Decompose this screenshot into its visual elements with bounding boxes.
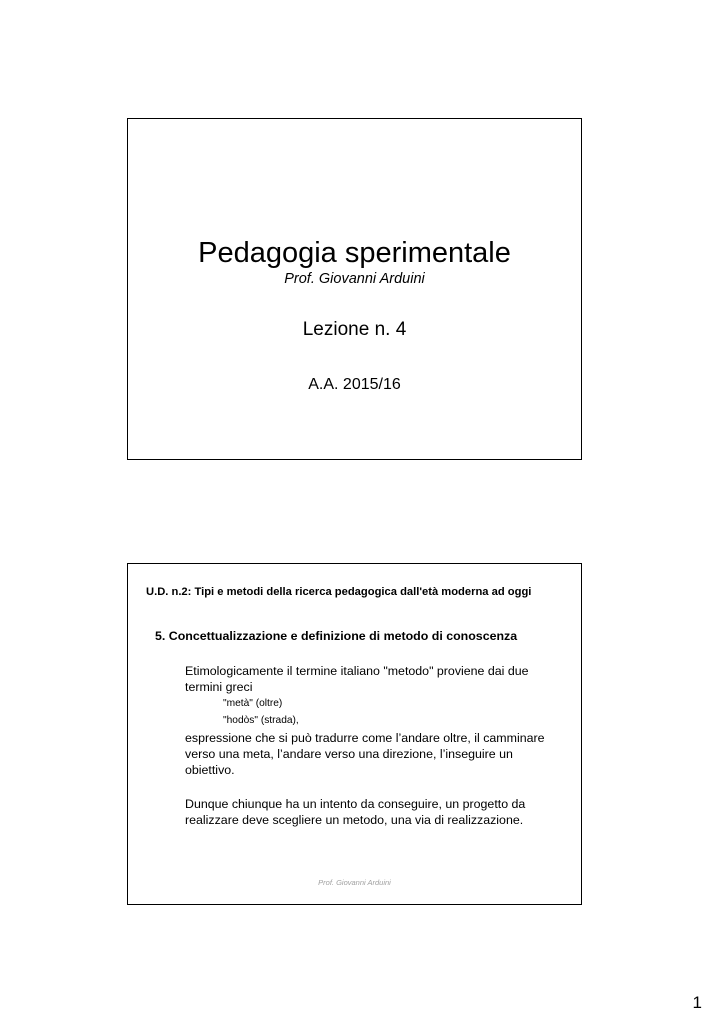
greek-term-hodos: "hodòs" (strada), bbox=[223, 715, 299, 726]
greek-term-meta: "metà" (oltre) bbox=[223, 698, 283, 709]
academic-year: A.A. 2015/16 bbox=[308, 376, 401, 393]
paragraph-meaning: espressione che si può tradurre come l’andare oltre, il camminare verso una meta, l’andare verso una direzione, l’inseguire un obiettivo. bbox=[185, 731, 545, 777]
slide-footer: Prof. Giovanni Arduini bbox=[318, 878, 391, 887]
slide-content bbox=[127, 563, 582, 905]
unit-title: U.D. n.2: Tipi e metodi della ricerca pedagogica dall'età moderna ad oggi bbox=[146, 586, 532, 598]
lesson-number: Lezione n. 4 bbox=[302, 319, 407, 340]
page-number: 1 bbox=[692, 993, 702, 1012]
section-heading: 5. Concettualizzazione e definizione di metodo di conoscenza bbox=[155, 629, 518, 643]
slide-title-heading: Pedagogia sperimentale bbox=[198, 237, 511, 269]
slide-author: Prof. Giovanni Arduini bbox=[284, 271, 425, 287]
paragraph-etymology: Etimologicamente il termine italiano "metodo" proviene dai due termini greci bbox=[185, 664, 529, 694]
paragraph-conclusion: Dunque chiunque ha un intento da conseguire, un progetto da realizzare deve scegliere un metodo, una via di realizzazione. bbox=[185, 797, 526, 827]
slide-title bbox=[127, 118, 582, 460]
